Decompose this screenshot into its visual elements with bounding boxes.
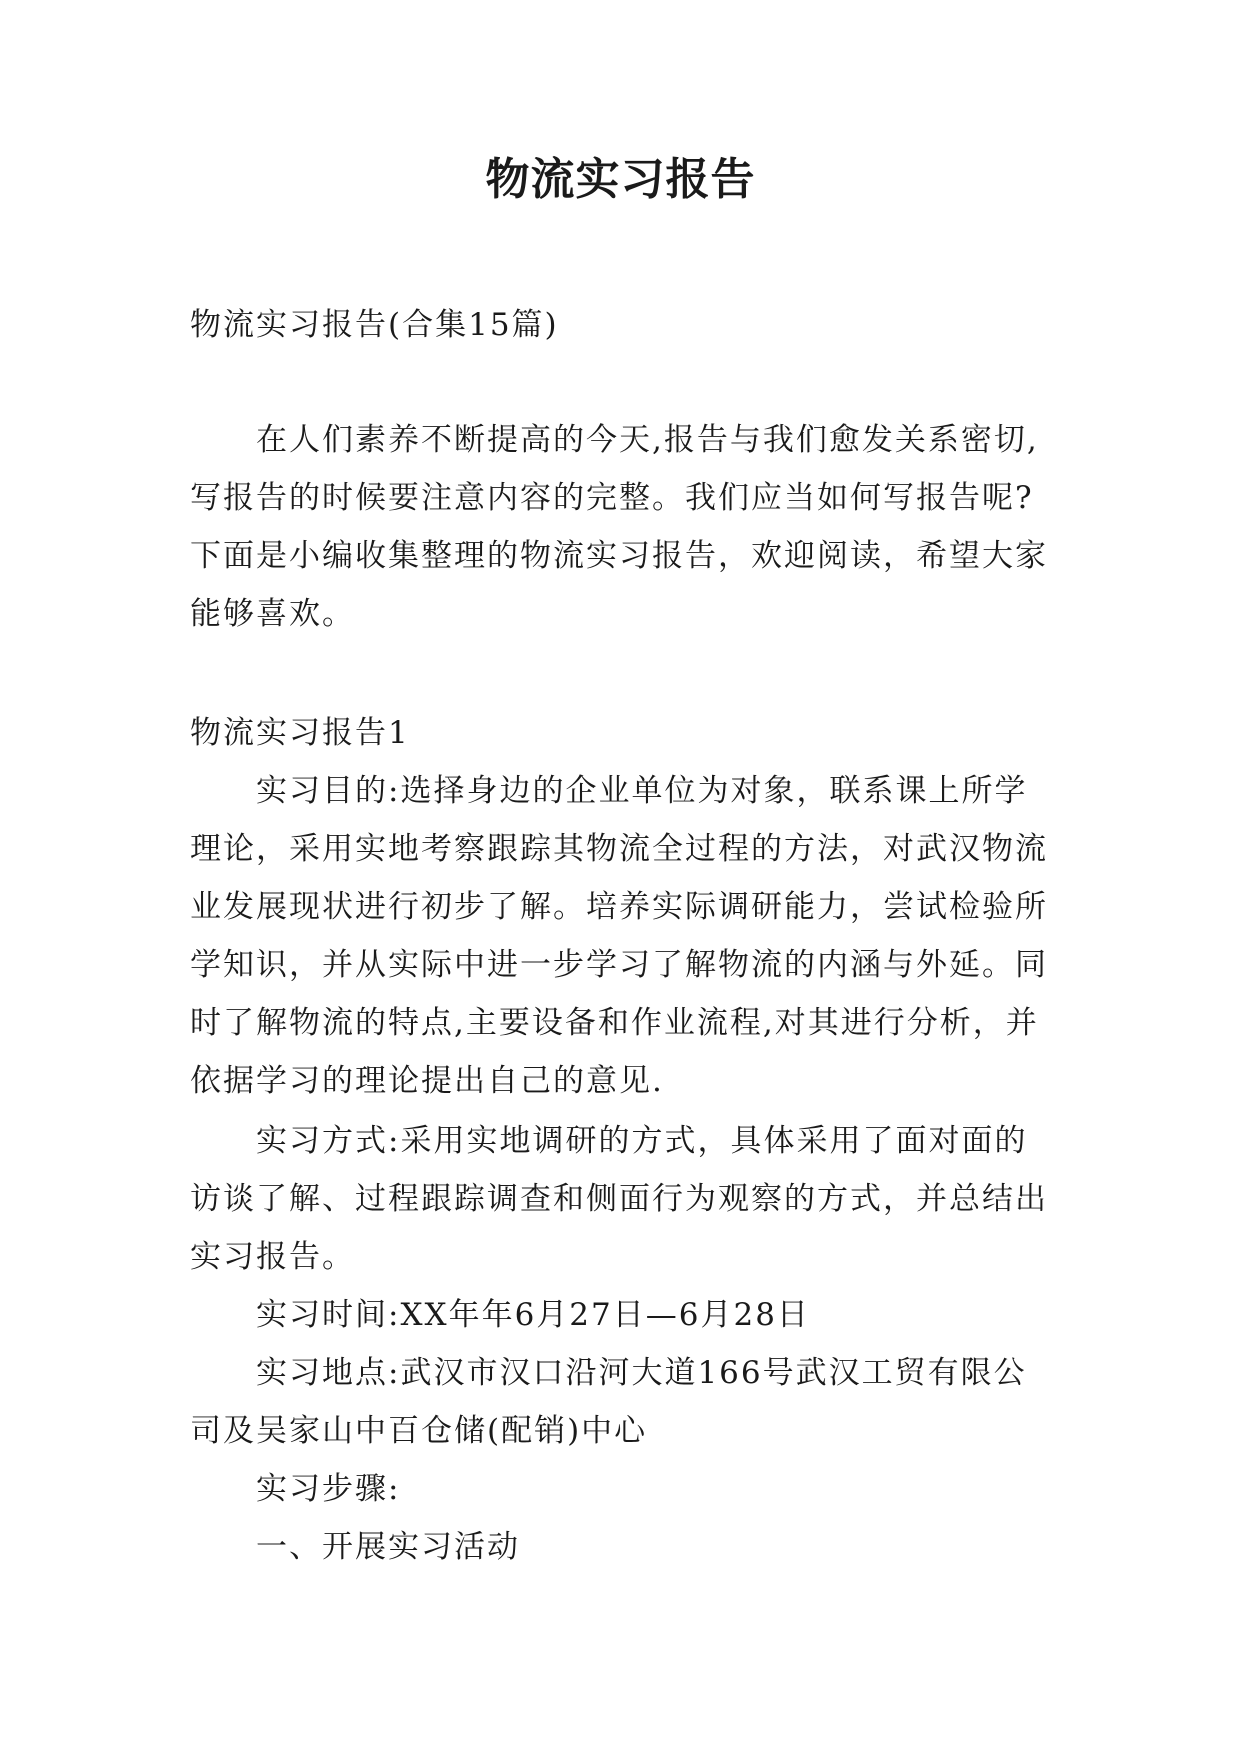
paragraph-location: 实习地点:武汉市汉口沿河大道166号武汉工贸有限公司及吴家山中百仓储(配销)中心 xyxy=(190,1355,1027,1449)
section-heading: 物流实习报告1 xyxy=(190,715,410,751)
paragraph-purpose: 实习目的:选择身边的企业单位为对象，联系课上所学理论，采用实地考察跟踪其物流全过程的方法，对武汉物流业发展现状进行初步了解。培养实际调研能力，尝试检验所学知识，并从实际中进一步学习了解物流的内涵与外延。同时了解物流的特点,主要设备和作业流程,对其进行分析，并依据学习的理论提出自己的意见. xyxy=(190,773,1048,1099)
document-title: 物流实习报告 xyxy=(485,154,756,205)
paragraph-steps: 实习步骤: xyxy=(256,1471,401,1507)
paragraph-method: 实习方式:采用实地调研的方式，具体采用了面对面的访谈了解、过程跟踪调查和侧面行为观察的方式，并总结出实习报告。 xyxy=(190,1123,1048,1275)
paragraph-time: 实习时间:XX年年6月27日—6月28日 xyxy=(256,1297,810,1333)
document-subtitle: 物流实习报告(合集15篇) xyxy=(190,307,559,343)
paragraph-step-one: 一、开展实习活动 xyxy=(256,1529,520,1565)
intro-paragraph: 在人们素养不断提高的今天,报告与我们愈发关系密切,写报告的时候要注意内容的完整。我们应当如何写报告呢?下面是小编收集整理的物流实习报告，欢迎阅读，希望大家能够喜欢。 xyxy=(190,422,1048,632)
